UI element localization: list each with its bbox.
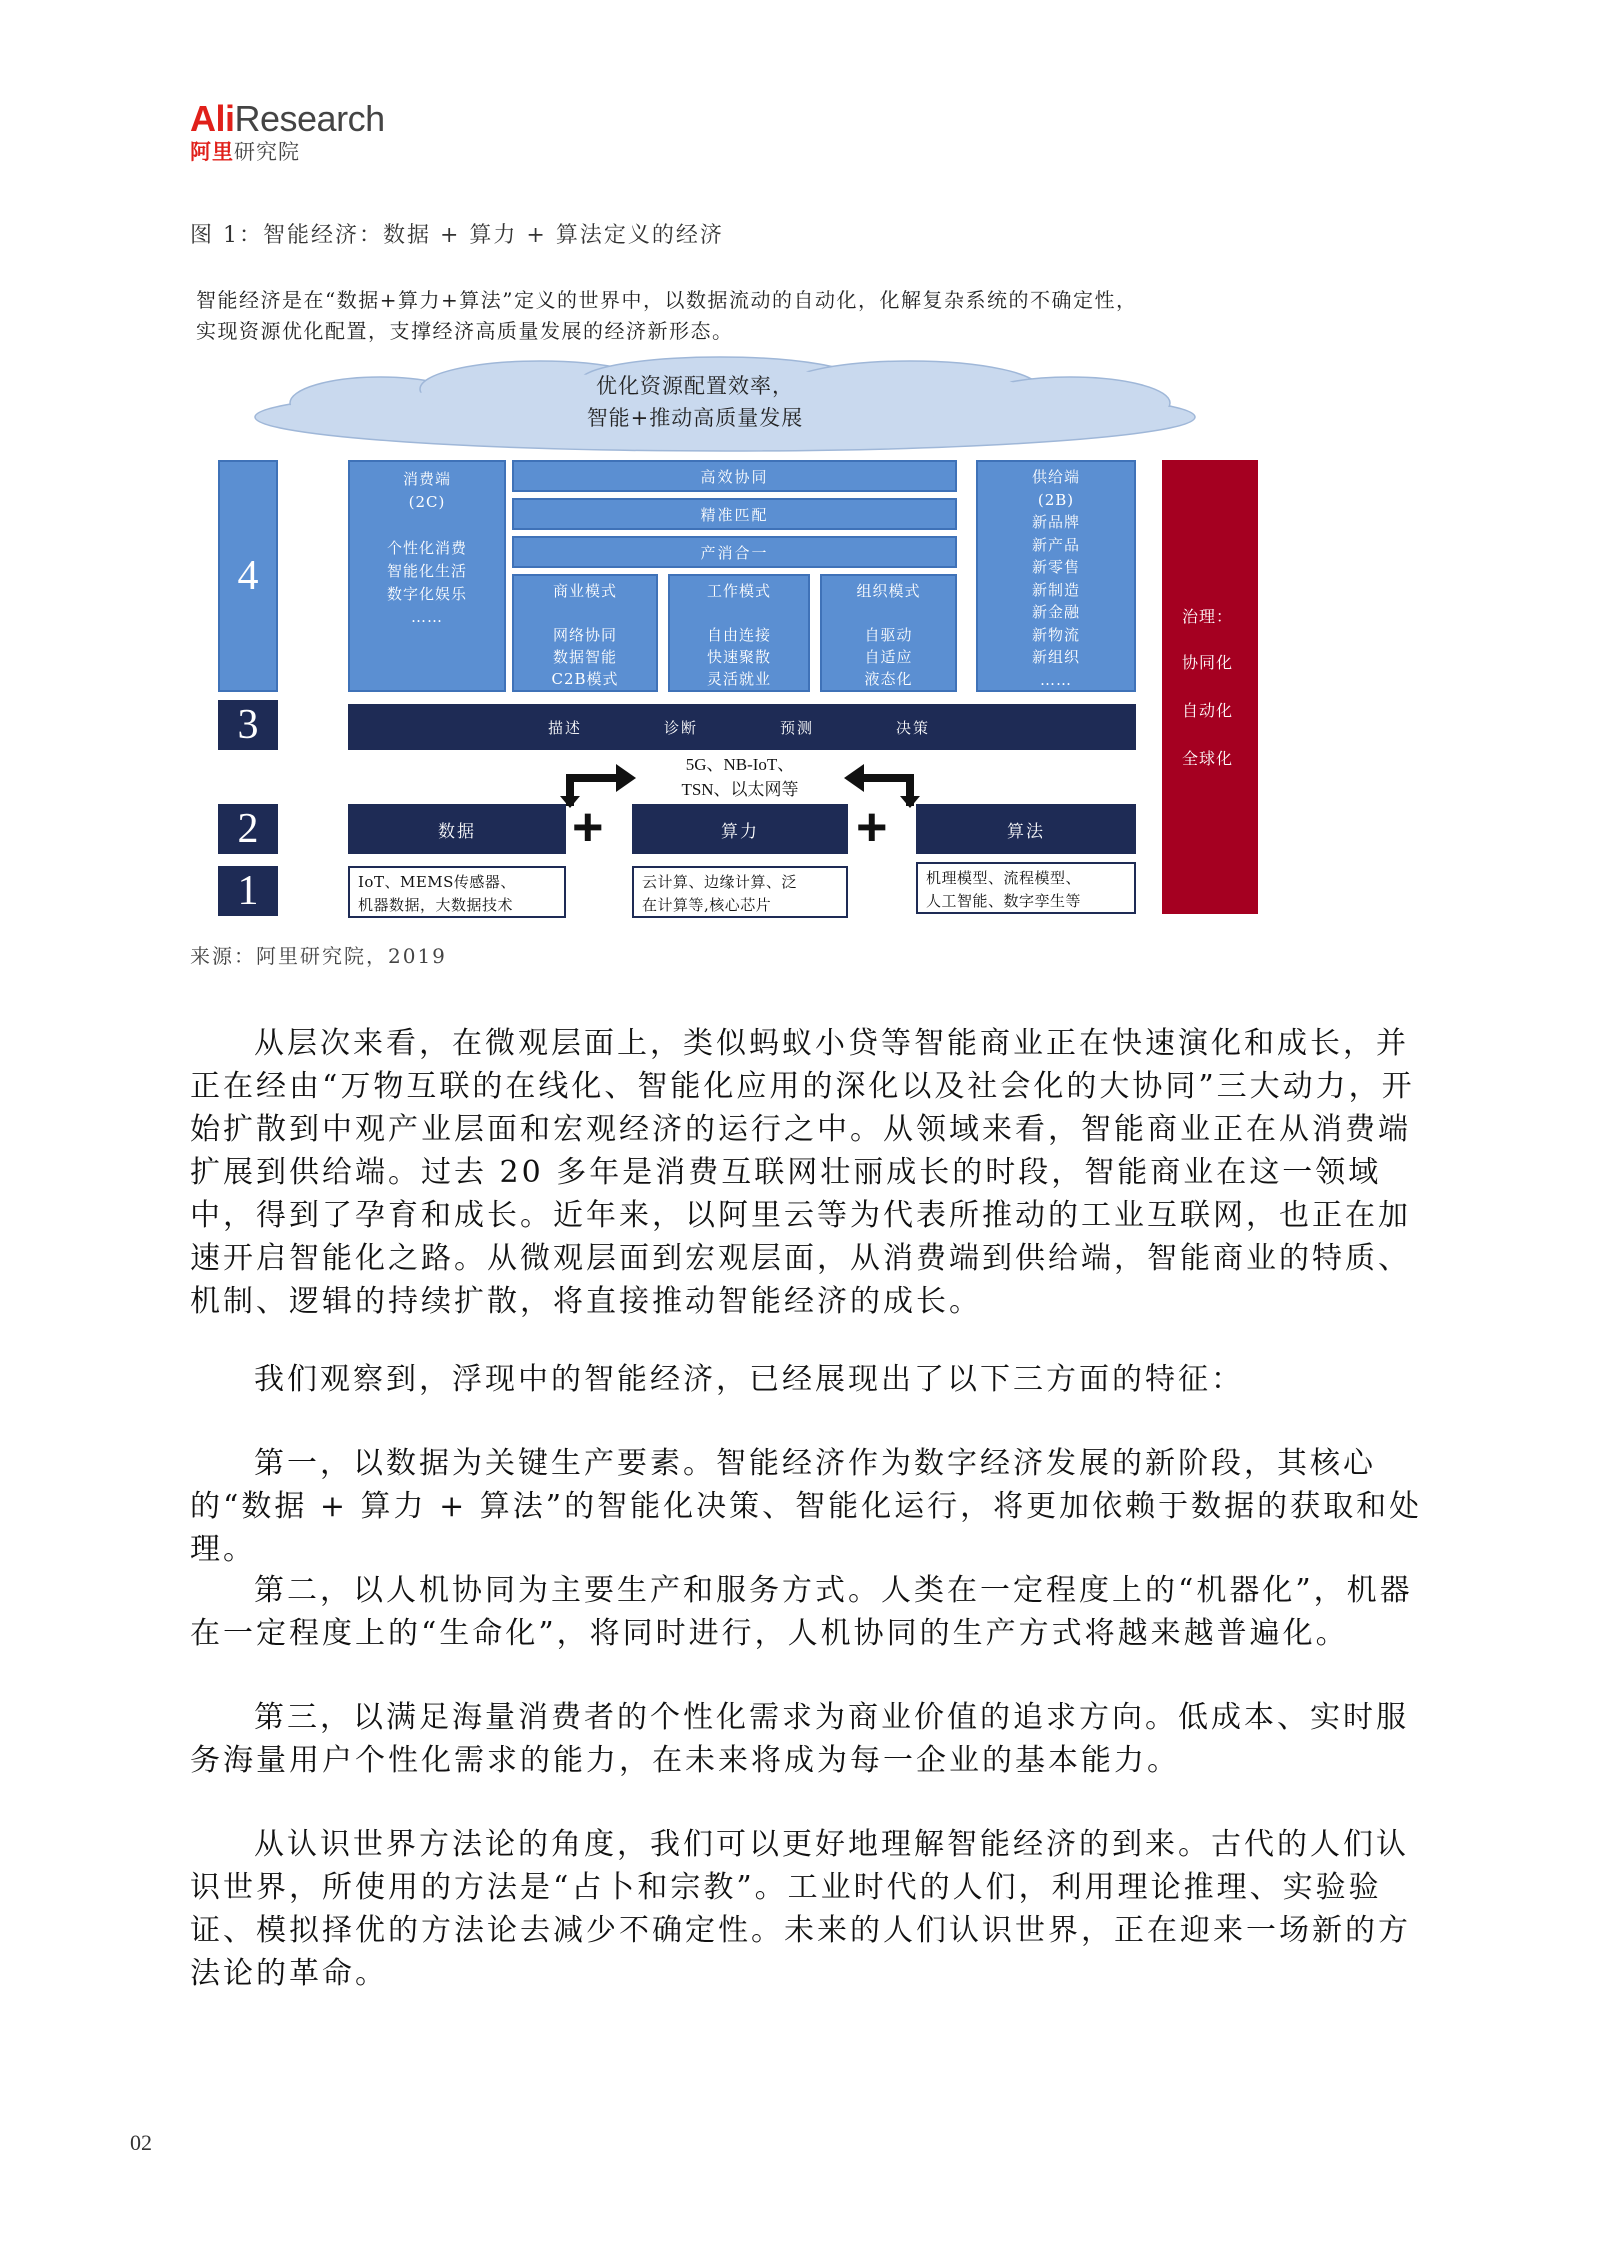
cloud-line: 优化资源配置效率， — [596, 374, 794, 398]
governance-item: 自动化 — [1182, 701, 1234, 720]
figure-intro — [196, 285, 1137, 347]
body-paragraph — [190, 1358, 1440, 1401]
organization-mode-box: 组织模式 自驱动 自适应 液态化 — [820, 574, 957, 692]
logo-chinese: 阿里研究院 — [190, 140, 300, 164]
paragraph-text: 从认识世界方法论的角度，我们可以更好地理解智能经济的到来。古代的人们认识世界，所使用的方法是“占卜和宗教”。工业时代的人们，利用理论推理、实验验证、模拟择优的方法论去减少不确定性。未来的人们认识世界，正在迎来一场新的方法论的革命。 — [190, 1827, 1411, 1991]
cloud-label — [540, 370, 850, 434]
computing-box: 算力 — [632, 804, 848, 854]
level3-decide: 决策 — [896, 718, 931, 737]
data-foundation-box: IoT、MEMS传感器、 机器数据，大数据技术 — [348, 866, 566, 918]
cloud-line: 智能+推动高质量发展 — [586, 406, 804, 430]
figure-source: 来源：阿里研究院，2019 — [190, 944, 447, 968]
paragraph-text: 我们观察到，浮现中的智能经济，已经展现出了以下三方面的特征： — [254, 1362, 1244, 1397]
work-mode-box: 工作模式 自由连接 快速聚散 灵活就业 — [668, 574, 810, 692]
level-2: 2 — [218, 804, 278, 854]
governance-label: 治理： — [1182, 607, 1234, 626]
level3-bar — [348, 704, 1136, 750]
alirresearch-logo: AliResearch — [190, 98, 385, 139]
level-4: 4 — [218, 460, 278, 692]
body-paragraph — [190, 1823, 1440, 1995]
body-paragraph — [190, 1569, 1440, 1655]
governance-box — [1162, 460, 1258, 914]
paragraph-text: 第二，以人机协同为主要生产和服务方式。人类在一定程度上的“机器化”，机器在一定程度上的“生命化”，将同时进行，人机协同的生产方式将越来越普遍化。 — [190, 1573, 1413, 1651]
supplier-side-box: 供给端 (2B) 新品牌 新产品 新零售 新制造 新金融 新物流 新组织 …… — [976, 460, 1136, 692]
figure-intro-line: 智能经济是在“数据+算力+算法”定义的世界中，以数据流动的自动化，化解复杂系统的不确定性， — [196, 288, 1138, 312]
plus-icon: + — [856, 797, 888, 857]
page-number: 02 — [130, 2130, 152, 2155]
algorithm-box: 算法 — [916, 804, 1136, 854]
data-box: 数据 — [348, 804, 566, 854]
figure-intro-line: 实现资源优化配置，支撑经济高质量发展的经济新形态。 — [196, 319, 734, 343]
body-paragraph — [190, 1442, 1440, 1571]
body-paragraph — [190, 1022, 1440, 1323]
paragraph-text: 从层次来看，在微观层面上，类似蚂蚁小贷等智能商业正在快速演化和成长，并正在经由“万物互联的在线化、智能化应用的深化以及社会化的大协同”三大动力，开始扩散到中观产业层面和宏观经济的运行之中。从领域来看，智能商业正在从消费端扩展到供给端。过去 20 多年是消费互联网壮丽成长的时段，智能商业在这一领域中，得到了孕育和成长。近年来，以阿里云等为代表所推动的工业互联网，也正在加速开启智能化之路。从微观层面到宏观层面，从消费端到供给端，智能商业的特质、机制、逻辑的持续扩散，将直接推动智能经济的成长。 — [190, 1026, 1415, 1319]
level3-diagnose: 诊断 — [664, 718, 699, 737]
level3-describe: 描述 — [548, 718, 583, 737]
body-paragraph — [190, 1696, 1440, 1782]
network-label: 5G、NB-IoT、 TSN、以太网等 — [681, 755, 799, 799]
plus-icon: + — [572, 797, 604, 857]
figure-title: 图 1：智能经济：数据 + 算力 + 算法定义的经济 — [190, 223, 724, 248]
level-3: 3 — [218, 700, 278, 750]
consumer-side-box: 消费端 (2C) 个性化消费 智能化生活 数字化娱乐 …… — [348, 460, 506, 692]
level-1: 1 — [218, 866, 278, 916]
governance-item: 全球化 — [1182, 749, 1234, 768]
center-bar-collaboration: 高效协同 — [512, 460, 957, 492]
business-mode-box: 商业模式 网络协同 数据智能 C2B模式 — [512, 574, 658, 692]
computing-foundation-box: 云计算、边缘计算、泛 在计算等,核心芯片 — [632, 866, 848, 918]
center-bar-prosumer: 产消合一 — [512, 536, 957, 568]
algorithm-foundation-box: 机理模型、流程模型、 人工智能、数字孪生等 — [916, 862, 1136, 914]
paragraph-text: 第一，以数据为关键生产要素。智能经济作为数字经济发展的新阶段，其核心的“数据 + 算力 + 算法”的智能化决策、智能化运行，将更加依赖于数据的获取和处理。 — [190, 1446, 1423, 1567]
center-bar-matching: 精准匹配 — [512, 498, 957, 530]
governance-item: 协同化 — [1182, 653, 1234, 672]
level3-predict: 预测 — [780, 718, 815, 737]
paragraph-text: 第三，以满足海量消费者的个性化需求为商业价值的追求方向。低成本、实时服务海量用户个性化需求的能力，在未来将成为每一企业的基本能力。 — [190, 1700, 1409, 1778]
